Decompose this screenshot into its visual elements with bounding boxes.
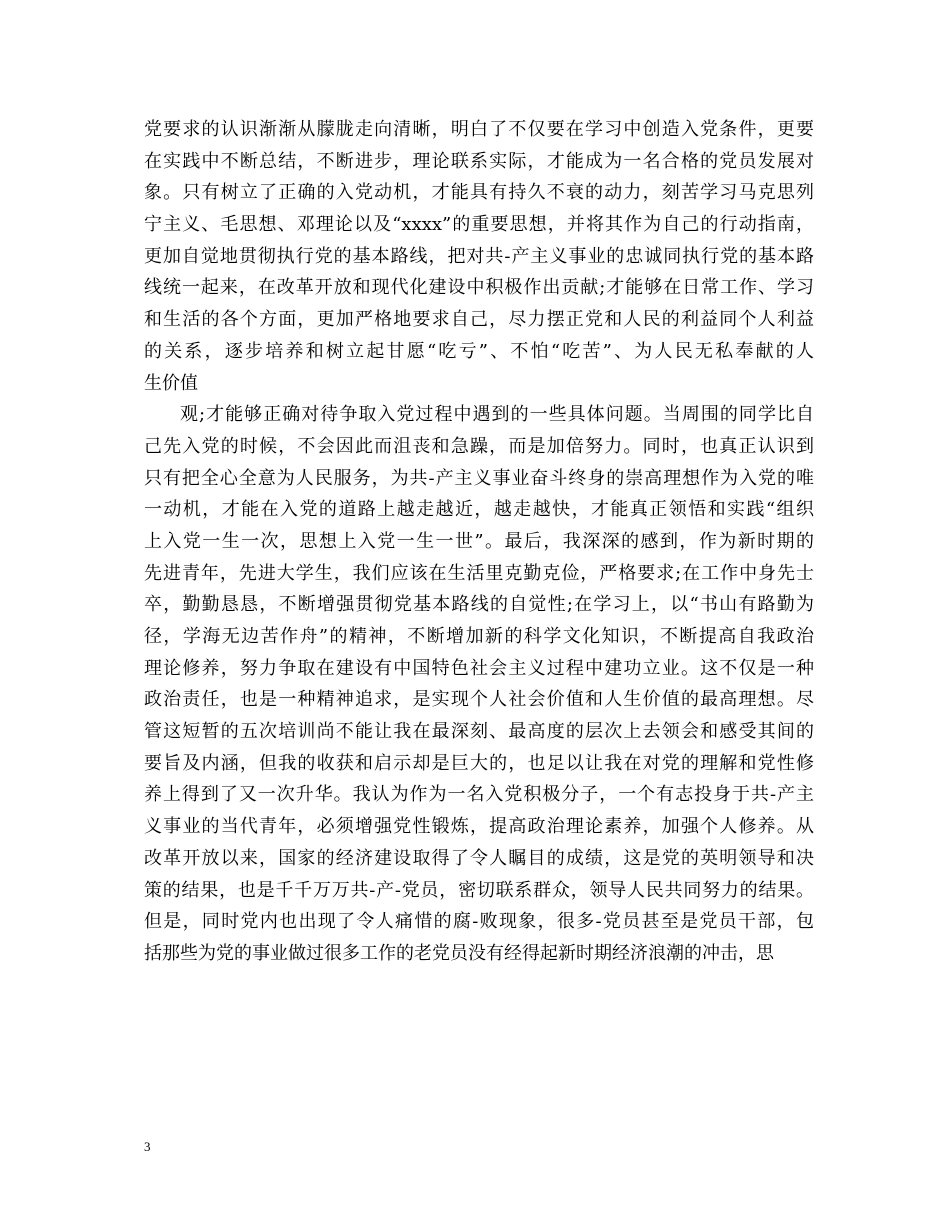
text-line: 的关系，逐步培养和树立起甘愿“吃亏”、不怕“吃苦”、为人民无私奉献的人 <box>144 340 814 362</box>
text-line: 党要求的认识渐渐从朦胧走向清晰，明白了不仅要在学习中创造入党条件，更要 <box>144 119 814 140</box>
text-line: 先进青年，先进大学生，我们应该在生活里克勤克俭，严格要求;在工作中身先士 <box>144 562 814 584</box>
text-line: 卒，勤勤恳恳，不断增强贯彻党基本路线的自觉性;在学习上，以“书山有路勤为 <box>144 594 814 616</box>
text-line: 观;才能够正确对待争取入党过程中遇到的一些具体问题。当周围的同学比自 <box>180 404 814 426</box>
text-line: 和生活的各个方面，更加严格地要求自己，尽力摆正党和人民的利益同个人利益 <box>144 309 814 331</box>
page-number: 3 <box>144 1139 151 1154</box>
text-line: 线统一起来，在改革开放和现代化建设中积极作出贡献;才能够在日常工作、学习 <box>144 277 814 299</box>
paragraph <box>144 114 814 399</box>
text-line: 义事业的当代青年，必须增强党性锻炼，提高政治理论素养，加强个人修养。从 <box>144 816 814 838</box>
text-line: 径，学海无边苦作舟”的精神，不断增加新的科学文化知识，不断提高自我政治 <box>144 626 814 647</box>
document-body <box>144 114 814 970</box>
text-line: 要旨及内涵，但我的收获和启示却是巨大的，也足以让我在对党的理解和党性修 <box>144 752 814 774</box>
text-line: 养上得到了又一次升华。我认为作为一名入党积极分子，一个有志投身于共-产主 <box>144 784 814 806</box>
text-line: 策的结果，也是千千万万共-产-党员，密切联系群众，领导人民共同努力的结果。 <box>144 879 814 901</box>
text-line: 改革开放以来，国家的经济建设取得了令人瞩目的成绩，这是党的英明领导和决 <box>144 847 814 869</box>
text-line: 己先入党的时候，不会因此而沮丧和急躁，而是加倍努力。同时，也真正认识到 <box>144 435 814 457</box>
text-line: 理论修养，努力争取在建设有中国特色社会主义过程中建功立业。这不仅是一种 <box>144 657 814 679</box>
text-line: 更加自觉地贯彻执行党的基本路线，把对共-产主义事业的忠诚同执行党的基本路 <box>144 245 814 267</box>
text-line: 象。只有树立了正确的入党动机，才能具有持久不衰的动力，刻苦学习马克思列 <box>144 182 814 204</box>
text-line: 在实践中不断总结，不断进步，理论联系实际，才能成为一名合格的党员发展对 <box>144 150 814 172</box>
paragraph <box>144 399 814 969</box>
text-line: 括那些为党的事业做过很多工作的老党员没有经得起新时期经济浪潮的冲击，思 <box>144 942 774 964</box>
text-line: 宁主义、毛思想、邓理论以及“xxxx”的重要思想，并将其作为自己的行动指南， <box>144 214 814 236</box>
text-line: 上入党一生一次，思想上入党一生一世”。最后，我深深的感到，作为新时期的 <box>144 530 814 552</box>
text-line: 管这短暂的五次培训尚不能让我在最深刻、最高度的层次上去领会和感受其间的 <box>144 721 814 743</box>
text-line: 但是，同时党内也出现了令人痛惜的腐-败现象，很多-党员甚至是党员干部，包 <box>144 911 814 933</box>
text-line: 生价值 <box>144 372 198 394</box>
text-line: 一动机，才能在入党的道路上越走越近，越走越快，才能真正领悟和实践“组织 <box>144 499 814 521</box>
text-line: 只有把全心全意为人民服务，为共-产主义事业奋斗终身的崇高理想作为入党的唯 <box>144 467 814 489</box>
text-line: 政治责任，也是一种精神追求，是实现个人社会价值和人生价值的最高理想。尽 <box>144 689 814 711</box>
